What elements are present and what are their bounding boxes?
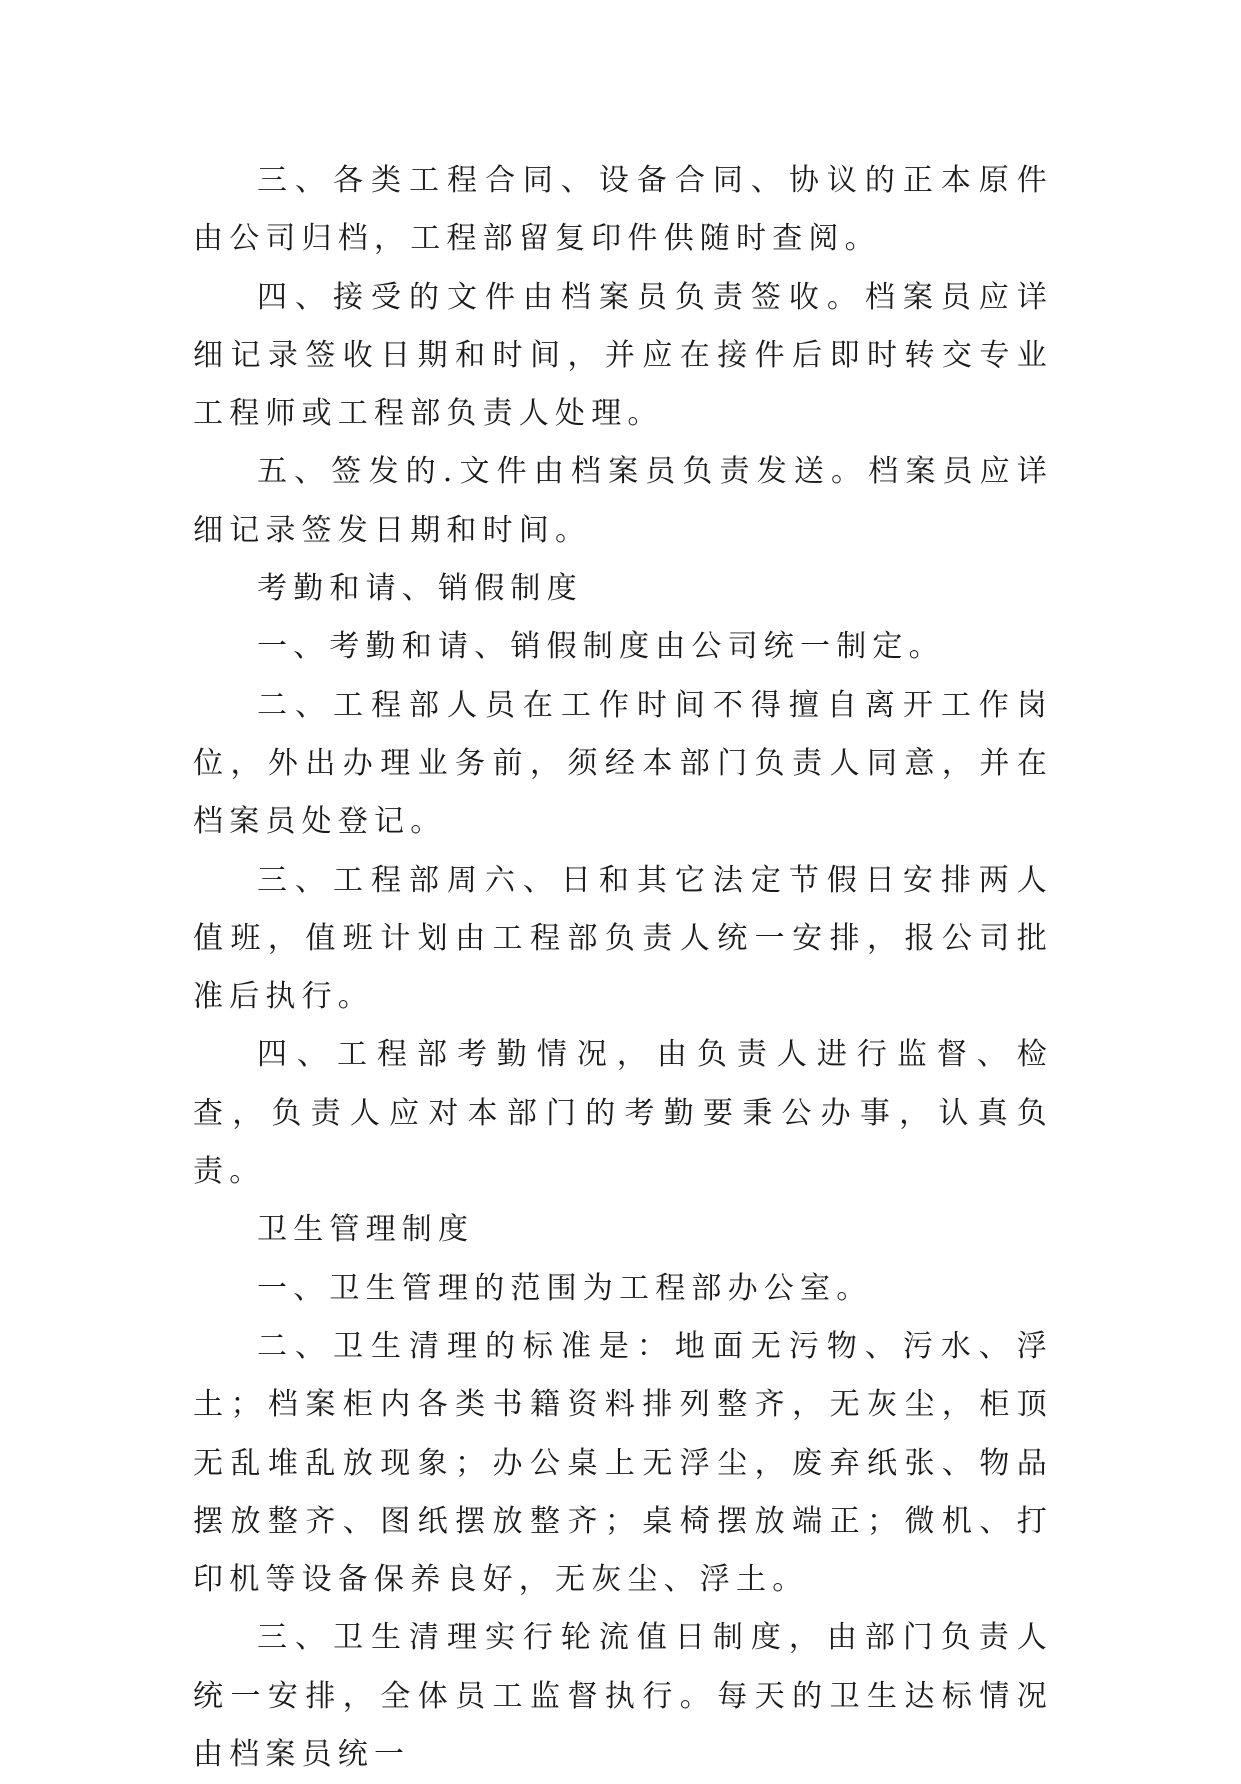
- paragraph-sending-files: 五、签发的.文件由档案员负责发送。档案员应详细记录签发日期和时间。: [193, 454, 1053, 548]
- paragraph-attendance-2: 二、工程部人员在工作时间不得擅自离开工作岗位，外出办理业务前，须经本部门负责人同意，并在档案员处登记。: [193, 687, 1053, 840]
- paragraph-hygiene-1: 一、卫生管理的范围为工程部办公室。: [257, 1270, 873, 1306]
- paragraph-hygiene-2: 二、卫生清理的标准是：地面无污物、污水、浮土；档案柜内各类书籍资料排列整齐，无灰尘，柜顶无乱堆乱放现象；办公桌上无浮尘，废弃纸张、物品摆放整齐、图纸摆放整齐；桌椅摆放端正；微机、打印机等设备保养良好，无灰尘、浮土。: [193, 1328, 1053, 1598]
- paragraph-archiving-contracts: 三、各类工程合同、设备合同、协议的正本原件由公司归档，工程部留复印件供随时查阅。: [193, 163, 1053, 257]
- paragraph-attendance-3: 三、工程部周六、日和其它法定节假日安排两人值班，值班计划由工程部负责人统一安排，报公司批准后执行。: [193, 862, 1053, 1015]
- paragraph-attendance-4: 四、工程部考勤情况，由负责人进行监督、检查，负责人应对本部门的考勤要秉公办事，认真负责。: [193, 1037, 1053, 1190]
- section-heading-hygiene: 卫生管理制度: [257, 1212, 475, 1248]
- document-body: [193, 152, 1053, 1784]
- paragraph-receiving-files: 四、接受的文件由档案员负责签收。档案员应详细记录签收日期和时间，并应在接件后即时转交专业工程师或工程部负责人处理。: [193, 279, 1053, 432]
- paragraph-hygiene-3: 三、卫生清理实行轮流值日制度，由部门负责人统一安排，全体员工监督执行。每天的卫生达标情况由档案员统一: [193, 1620, 1053, 1773]
- section-heading-attendance: 考勤和请、销假制度: [257, 571, 583, 607]
- paragraph-attendance-1: 一、考勤和请、销假制度由公司统一制定。: [257, 629, 945, 665]
